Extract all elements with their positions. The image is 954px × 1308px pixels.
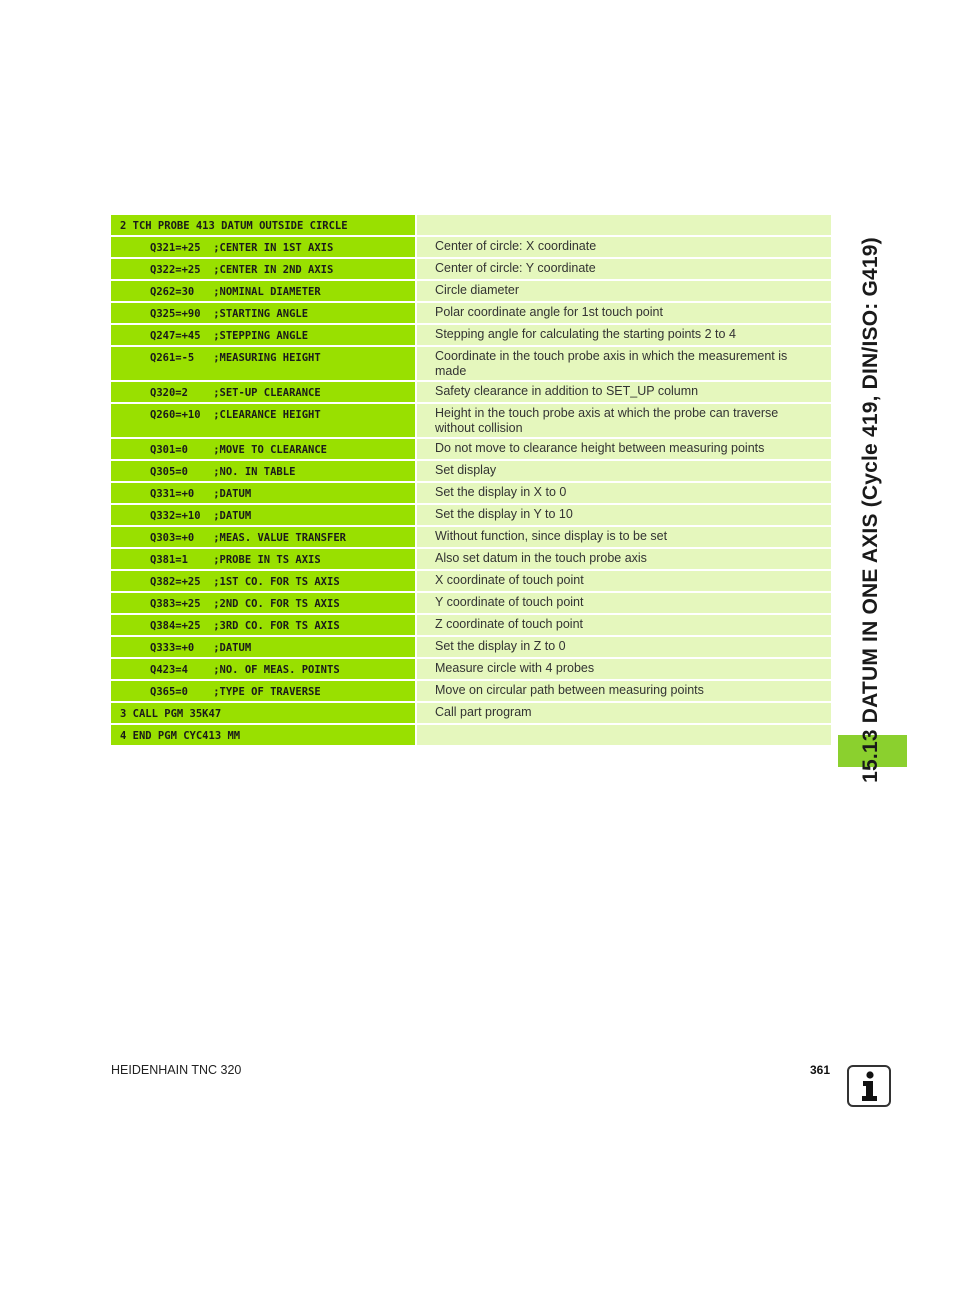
table-row	[111, 347, 831, 380]
nc-code-cell: Q322=+25 ;CENTER IN 2ND AXIS	[111, 259, 415, 279]
table-row	[111, 615, 831, 635]
nc-code-cell: Q365=0 ;TYPE OF TRAVERSE	[111, 681, 415, 701]
description-cell: Center of circle: X coordinate	[417, 237, 831, 257]
nc-code-cell: 3 CALL PGM 35K47	[111, 703, 415, 723]
description-cell: Also set datum in the touch probe axis	[417, 549, 831, 569]
table-row	[111, 237, 831, 257]
description-cell: Do not move to clearance height between measuring points	[417, 439, 831, 459]
table-row	[111, 703, 831, 723]
table-row	[111, 325, 831, 345]
table-row	[111, 215, 831, 235]
nc-code-cell: Q384=+25 ;3RD CO. FOR TS AXIS	[111, 615, 415, 635]
description-cell: Height in the touch probe axis at which the probe can traverse without collision	[417, 404, 831, 437]
nc-code-cell: Q332=+10 ;DATUM	[111, 505, 415, 525]
description-cell: Set display	[417, 461, 831, 481]
description-cell: Call part program	[417, 703, 831, 723]
nc-code-cell: Q303=+0 ;MEAS. VALUE TRANSFER	[111, 527, 415, 547]
nc-code-cell: Q261=-5 ;MEASURING HEIGHT	[111, 347, 415, 380]
table-row	[111, 483, 831, 503]
nc-code-cell: Q383=+25 ;2ND CO. FOR TS AXIS	[111, 593, 415, 613]
description-cell: Measure circle with 4 probes	[417, 659, 831, 679]
description-cell: Stepping angle for calculating the starting points 2 to 4	[417, 325, 831, 345]
description-cell: Y coordinate of touch point	[417, 593, 831, 613]
info-icon	[847, 1065, 891, 1107]
description-cell: Polar coordinate angle for 1st touch point	[417, 303, 831, 323]
table-row	[111, 505, 831, 525]
table-row	[111, 681, 831, 701]
table-row	[111, 439, 831, 459]
nc-code-cell: Q381=1 ;PROBE IN TS AXIS	[111, 549, 415, 569]
nc-code-cell: Q321=+25 ;CENTER IN 1ST AXIS	[111, 237, 415, 257]
nc-code-cell: Q331=+0 ;DATUM	[111, 483, 415, 503]
nc-code-cell: 2 TCH PROBE 413 DATUM OUTSIDE CIRCLE	[111, 215, 415, 235]
table-row	[111, 461, 831, 481]
nc-code-cell: 4 END PGM CYC413 MM	[111, 725, 415, 745]
table-row	[111, 259, 831, 279]
description-cell: Set the display in X to 0	[417, 483, 831, 503]
table-row	[111, 637, 831, 657]
nc-code-cell: Q325=+90 ;STARTING ANGLE	[111, 303, 415, 323]
table-row	[111, 303, 831, 323]
program-table	[111, 215, 831, 747]
nc-code-cell: Q423=4 ;NO. OF MEAS. POINTS	[111, 659, 415, 679]
table-row	[111, 527, 831, 547]
nc-code-cell: Q333=+0 ;DATUM	[111, 637, 415, 657]
description-cell: Center of circle: Y coordinate	[417, 259, 831, 279]
nc-code-cell: Q260=+10 ;CLEARANCE HEIGHT	[111, 404, 415, 437]
description-cell: Without function, since display is to be set	[417, 527, 831, 547]
description-cell: Coordinate in the touch probe axis in which the measurement is made	[417, 347, 831, 380]
table-row	[111, 382, 831, 402]
nc-code-cell: Q320=2 ;SET-UP CLEARANCE	[111, 382, 415, 402]
nc-code-cell: Q305=0 ;NO. IN TABLE	[111, 461, 415, 481]
description-cell	[417, 215, 831, 235]
table-row	[111, 281, 831, 301]
footer-product: HEIDENHAIN TNC 320	[111, 1063, 242, 1077]
table-row	[111, 404, 831, 437]
description-cell: X coordinate of touch point	[417, 571, 831, 591]
table-row	[111, 571, 831, 591]
description-cell: Safety clearance in addition to SET_UP column	[417, 382, 831, 402]
description-cell: Circle diameter	[417, 281, 831, 301]
nc-code-cell: Q247=+45 ;STEPPING ANGLE	[111, 325, 415, 345]
description-cell: Z coordinate of touch point	[417, 615, 831, 635]
table-row	[111, 725, 831, 745]
nc-code-cell: Q301=0 ;MOVE TO CLEARANCE	[111, 439, 415, 459]
nc-code-cell: Q382=+25 ;1ST CO. FOR TS AXIS	[111, 571, 415, 591]
description-cell: Move on circular path between measuring points	[417, 681, 831, 701]
description-cell	[417, 725, 831, 745]
nc-code-cell: Q262=30 ;NOMINAL DIAMETER	[111, 281, 415, 301]
table-row	[111, 593, 831, 613]
description-cell: Set the display in Y to 10	[417, 505, 831, 525]
description-cell: Set the display in Z to 0	[417, 637, 831, 657]
side-title-text: 15.13 DATUM IN ONE AXIS (Cycle 419, DIN/ISO: G419)	[859, 237, 882, 783]
page-number: 361	[809, 1063, 830, 1077]
table-row	[111, 659, 831, 679]
table-row	[111, 549, 831, 569]
